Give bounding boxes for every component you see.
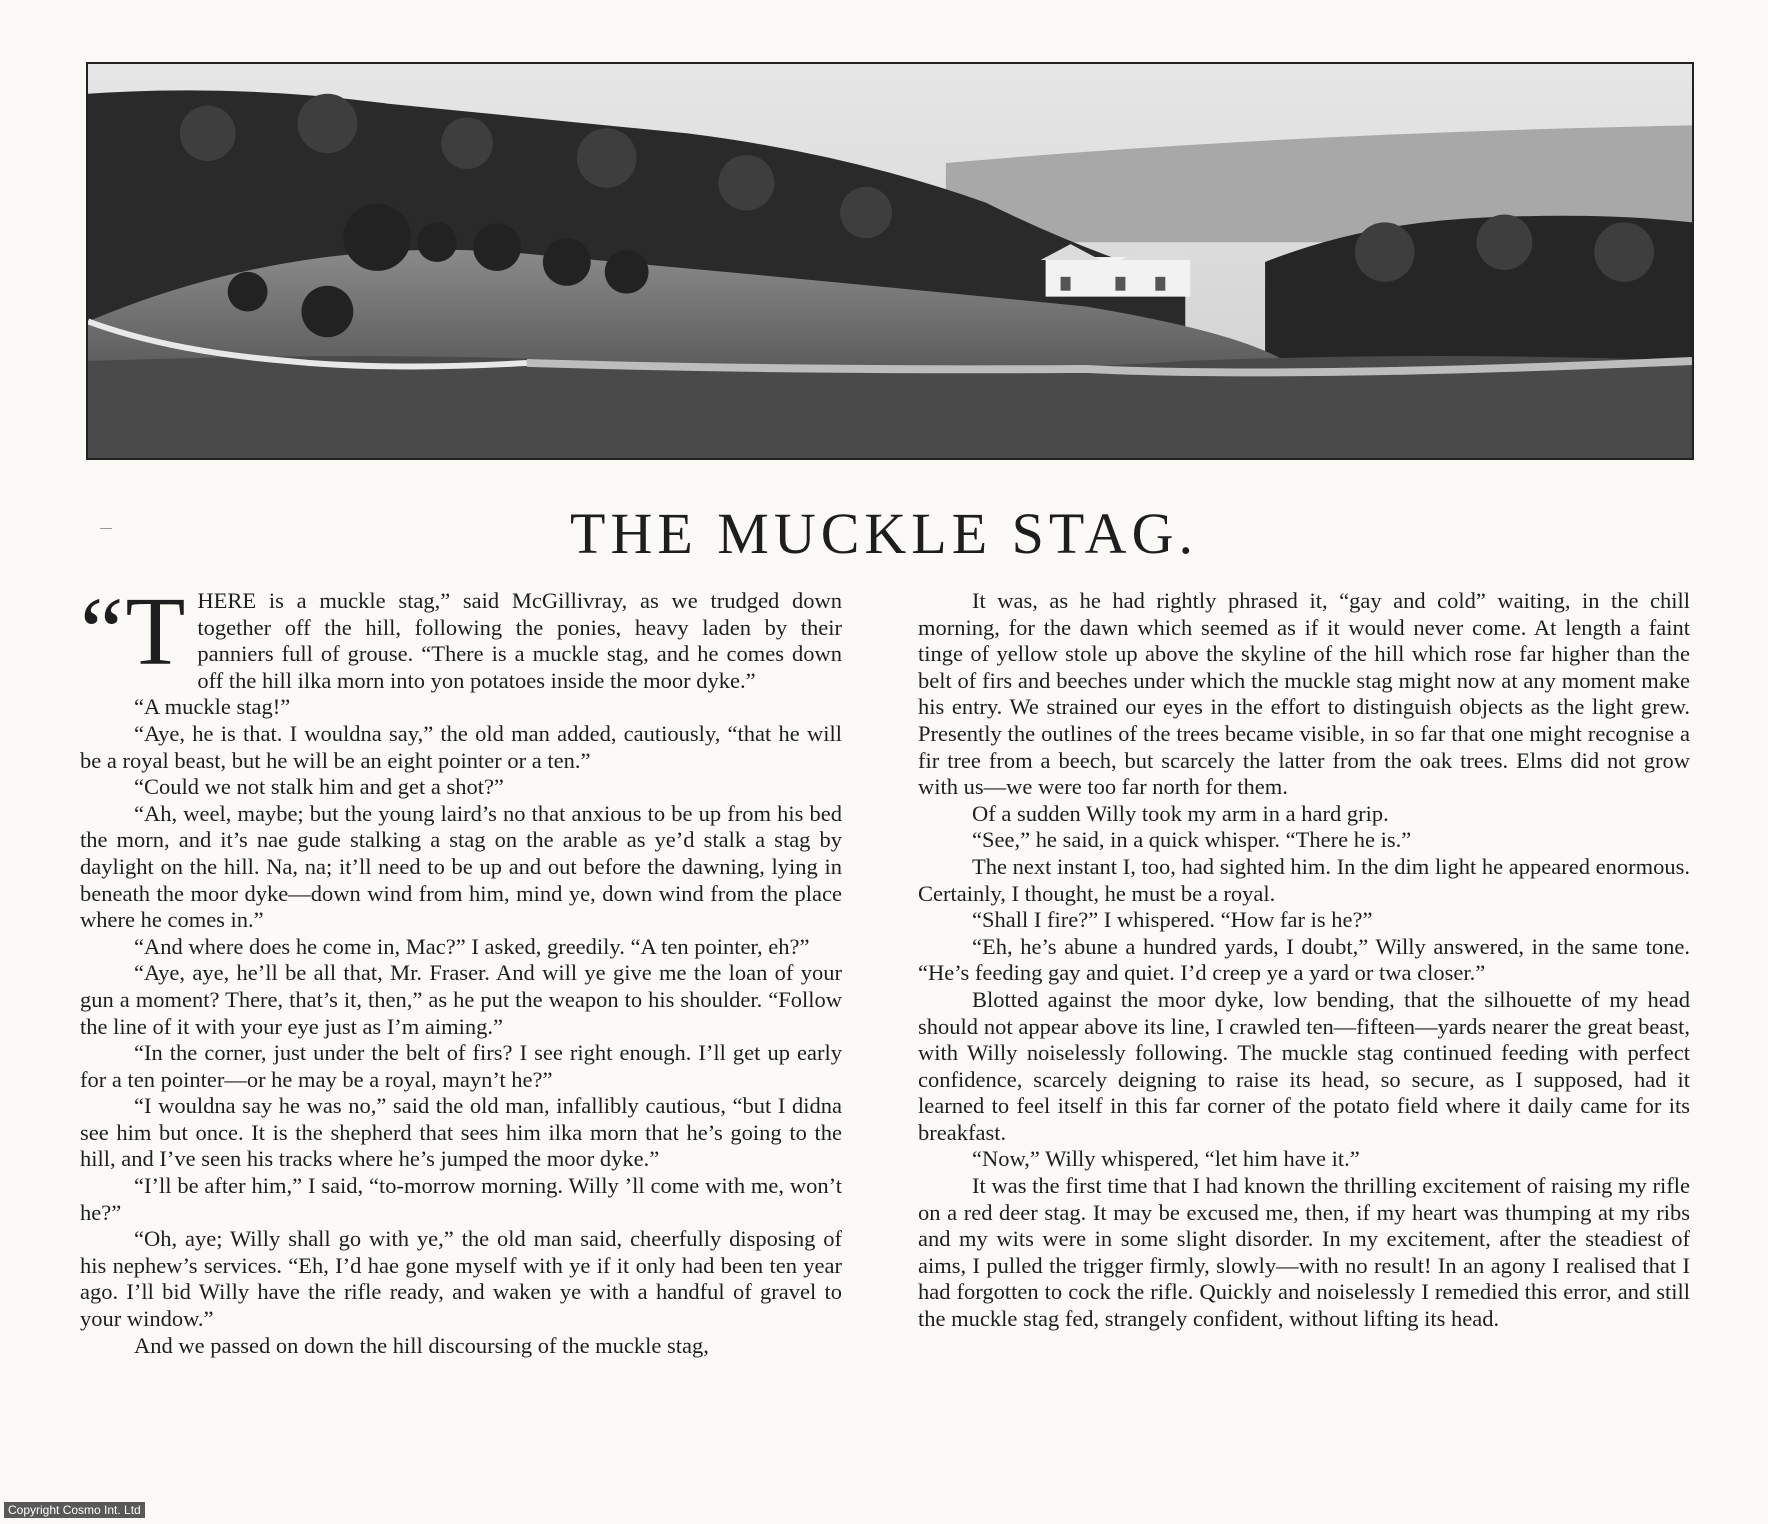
paragraph: “Aye, aye, he’ll be all that, Mr. Fraser. And will ye give me the loan of your gun a moment? There, that’s it, then,” as he put the weapon to his shoulder. “Follow the line of it with your eye just as I’m aiming.” — [80, 960, 842, 1039]
paragraph: Blotted against the moor dyke, low bending, that the silhouette of my head should not appear above its line, I crawled ten—fifteen—yards nearer the great beast, with Willy noiselessly following. The muckle stag continued feeding with perfect confidence, scarcely deigning to raise its head, so secure, as I supposed, had it learned to feel itself in this far corner of the potato field where it daily came for its breakfast. — [918, 986, 1690, 1145]
paragraph: “Eh, he’s abune a hundred yards, I doubt,” Willy answered, in the same tone. “He’s feeding gay and quiet. I’d creep ye a yard or twa closer.” — [918, 933, 1690, 986]
article-title: THE MUCKLE STAG. — [570, 501, 1198, 566]
paragraph: “And where does he come in, Mac?” I asked, greedily. “A ten pointer, eh?” — [134, 933, 810, 959]
right-column — [918, 588, 1690, 1518]
paragraph: “I wouldna say he was no,” said the old man, infallibly cautious, “but I didna see him but once. It is the shepherd that sees him ilka morn that he’s going to the hill, and I’ve seen his tracks where he’s jumped the moor dyke.” — [80, 1093, 842, 1172]
copyright-notice: Copyright Cosmo Int. Ltd — [4, 1502, 145, 1518]
paragraph: “Could we not stalk him and get a shot?” — [134, 774, 504, 800]
dropcap-quote: “ — [80, 588, 124, 686]
paragraph: And we passed on down the hill discoursing of the muckle stag, — [134, 1332, 709, 1358]
landscape-illustration — [88, 64, 1692, 458]
dropcap-letter: T — [125, 588, 186, 686]
landscape-photo — [86, 62, 1694, 460]
paragraph: “Now,” Willy whispered, “let him have it.” — [972, 1146, 1360, 1172]
paragraph: It was the first time that I had known the thrilling excitement of raising my rifle on a red deer stag. It may be excused me, then, if my heart was thumping at my ribs and my wits were in some slight disorder. In my excitement, after the steadiest of aims, I pulled the trigger firmly, slowly—with no result! In an agony I realised that I had forgotten to cock the rifle. Quickly and noiselessly I remedied this error, and still the muckle stag fed, strangely confident, without lifting its head. — [918, 1173, 1690, 1332]
left-column — [80, 588, 842, 1518]
paragraph-text: HERE is a muckle stag,” said McGillivray, as we trudged down together off the hill, following the ponies, heavy laden by their panniers full of grouse. “There is a muckle stag, and he comes down off the hill ilka morn into yon potatoes inside the moor dyke.” — [197, 588, 842, 693]
paragraph: It was, as he had rightly phrased it, “gay and cold” waiting, in the chill morning, for the dawn which seemed as if it would never come. At length a faint tinge of yellow stole up above the skyline of the hill which rose far higher than the belt of firs and beeches under which the muckle stag might now at any moment make his entry. We strained our eyes in the effort to distinguish objects as the light grew. Presently the outlines of the trees became visible, in so far that one might recognise a fir tree from a beech, but scarcely the latter from the oak trees. Elms did not grow with us—we were too far north for them. — [918, 588, 1690, 800]
paragraph: “Aye, he is that. I wouldna say,” the old man added, cautiously, “that he will be a royal beast, but he will be an eight pointer or a ten.” — [80, 720, 842, 773]
opening-paragraph — [80, 588, 842, 694]
paragraph: Of a sudden Willy took my arm in a hard grip. — [972, 800, 1389, 826]
paragraph: “Shall I fire?” I whispered. “How far is he?” — [972, 907, 1373, 933]
paragraph: “In the corner, just under the belt of firs? I see right enough. I’ll get up early for a ten pointer—or he may be a royal, mayn’t he?” — [80, 1040, 842, 1092]
paragraph: The next instant I, too, had sighted him. In the dim light he appeared enormous. Certainly, I thought, he must be a royal. — [918, 853, 1690, 906]
paragraph: “Ah, weel, maybe; but the young laird’s no that anxious to be up from his bed the morn, and it’s nae gude stalking a stag on the arable as ye’d stalk a stag by daylight on the hill. Na, na; it’ll need to be up and out before the dawning, lying in beneath the moor dyke—down wind from him, mind ye, down wind from the place where he comes in.” — [80, 800, 842, 933]
paragraph: “A muckle stag!” — [134, 694, 291, 720]
paragraph: “I’ll be after him,” I said, “to-morrow morning. Willy ’ll come with me, won’t he?” — [80, 1173, 842, 1225]
paragraph: “See,” he said, in a quick whisper. “There he is.” — [972, 827, 1412, 853]
paragraph: “Oh, aye; Willy shall go with ye,” the old man said, cheerfully disposing of his nephew’s services. “Eh, I’d hae gone myself with ye if it only had been ten year ago. I’ll bid Willy have the rifle ready, and waken ye with a handful of gravel to your window.” — [80, 1226, 842, 1332]
